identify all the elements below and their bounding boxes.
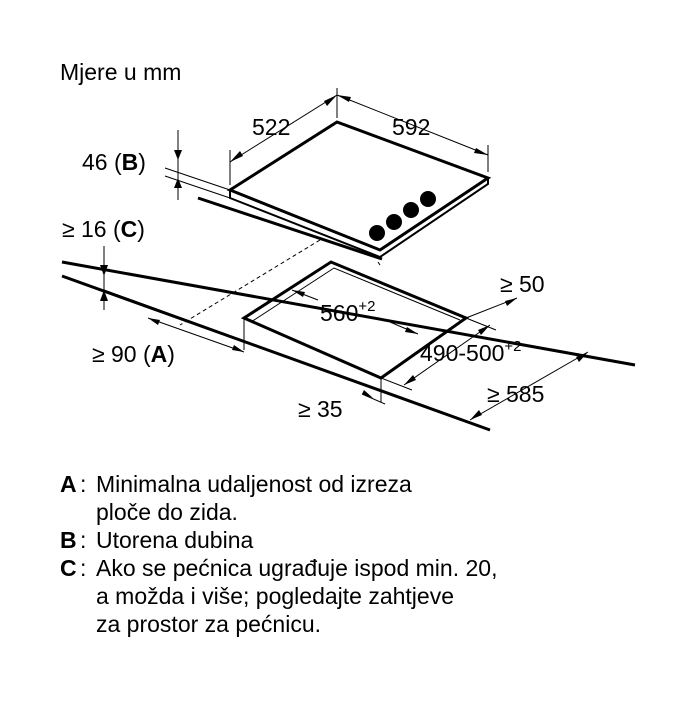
dimension-rear-gap bbox=[466, 271, 545, 318]
arrowhead bbox=[404, 375, 416, 385]
legend-colon: : bbox=[80, 527, 87, 553]
dim-line-35 bbox=[362, 394, 385, 404]
dimension-recess-b bbox=[82, 130, 230, 200]
control-knob-4 bbox=[420, 191, 436, 207]
control-knob-2 bbox=[386, 214, 402, 230]
dimension-front-gap bbox=[298, 378, 385, 422]
control-knob-3 bbox=[403, 202, 419, 218]
arrowhead bbox=[174, 150, 182, 160]
arrowhead bbox=[337, 95, 351, 102]
arrowhead bbox=[232, 345, 244, 352]
legend-text-continued: za prostor za pećnicu. bbox=[96, 611, 322, 637]
front-gap-label: ≥ 35 bbox=[298, 396, 343, 422]
legend bbox=[60, 470, 497, 638]
dimension-cutout-width bbox=[292, 290, 418, 334]
clearance-label: ≥ 16 (C) bbox=[62, 216, 145, 242]
legend-item-c bbox=[60, 554, 497, 582]
ext-line bbox=[381, 378, 412, 390]
arrowhead bbox=[478, 325, 490, 335]
arrowhead bbox=[474, 148, 488, 155]
legend-key: C bbox=[60, 555, 77, 581]
control-knob-1 bbox=[369, 225, 385, 241]
arrowhead bbox=[148, 318, 160, 325]
arrowhead bbox=[470, 410, 482, 420]
arrowhead bbox=[405, 327, 418, 334]
legend-text-continued: ploče do zida. bbox=[96, 499, 238, 525]
cutout-width-label: $560^{+2}$ bbox=[320, 298, 376, 326]
legend-item-b bbox=[60, 526, 497, 554]
legend-key: A bbox=[60, 471, 77, 497]
dimension-wall-gap-a bbox=[92, 318, 244, 367]
wall-gap-label: ≥ 90 (A) bbox=[92, 341, 175, 367]
worktop-depth-label: ≥ 585 bbox=[487, 381, 545, 407]
hob bbox=[230, 122, 488, 257]
depth-label: 522 bbox=[252, 114, 291, 140]
legend-colon: : bbox=[80, 555, 87, 581]
projection-line bbox=[378, 262, 380, 265]
ext-line bbox=[466, 318, 496, 330]
cutout-depth-label: $490-500^{+2}$ bbox=[420, 338, 522, 366]
width-label: 592 bbox=[392, 114, 431, 140]
legend-text: Ako se pećnica ugrađuje ispod min. 20, bbox=[96, 555, 498, 581]
legend-colon: : bbox=[80, 471, 87, 497]
legend-text: Utorena dubina bbox=[96, 527, 254, 553]
legend-item-a bbox=[60, 470, 497, 498]
hob-top-plate bbox=[230, 122, 488, 250]
arrowhead bbox=[505, 298, 517, 306]
arrowhead bbox=[324, 95, 337, 106]
units-heading: Mjere u mm bbox=[60, 59, 182, 85]
legend-key: B bbox=[60, 527, 77, 553]
arrowhead bbox=[230, 151, 243, 162]
rear-gap-label: ≥ 50 bbox=[500, 271, 545, 297]
legend-text: Minimalna udaljenost od izreza bbox=[96, 471, 412, 497]
recess-label: 46 (B) bbox=[82, 149, 146, 175]
legend-text-continued: a možda i više; pogledajte zahtjeve bbox=[96, 583, 454, 609]
